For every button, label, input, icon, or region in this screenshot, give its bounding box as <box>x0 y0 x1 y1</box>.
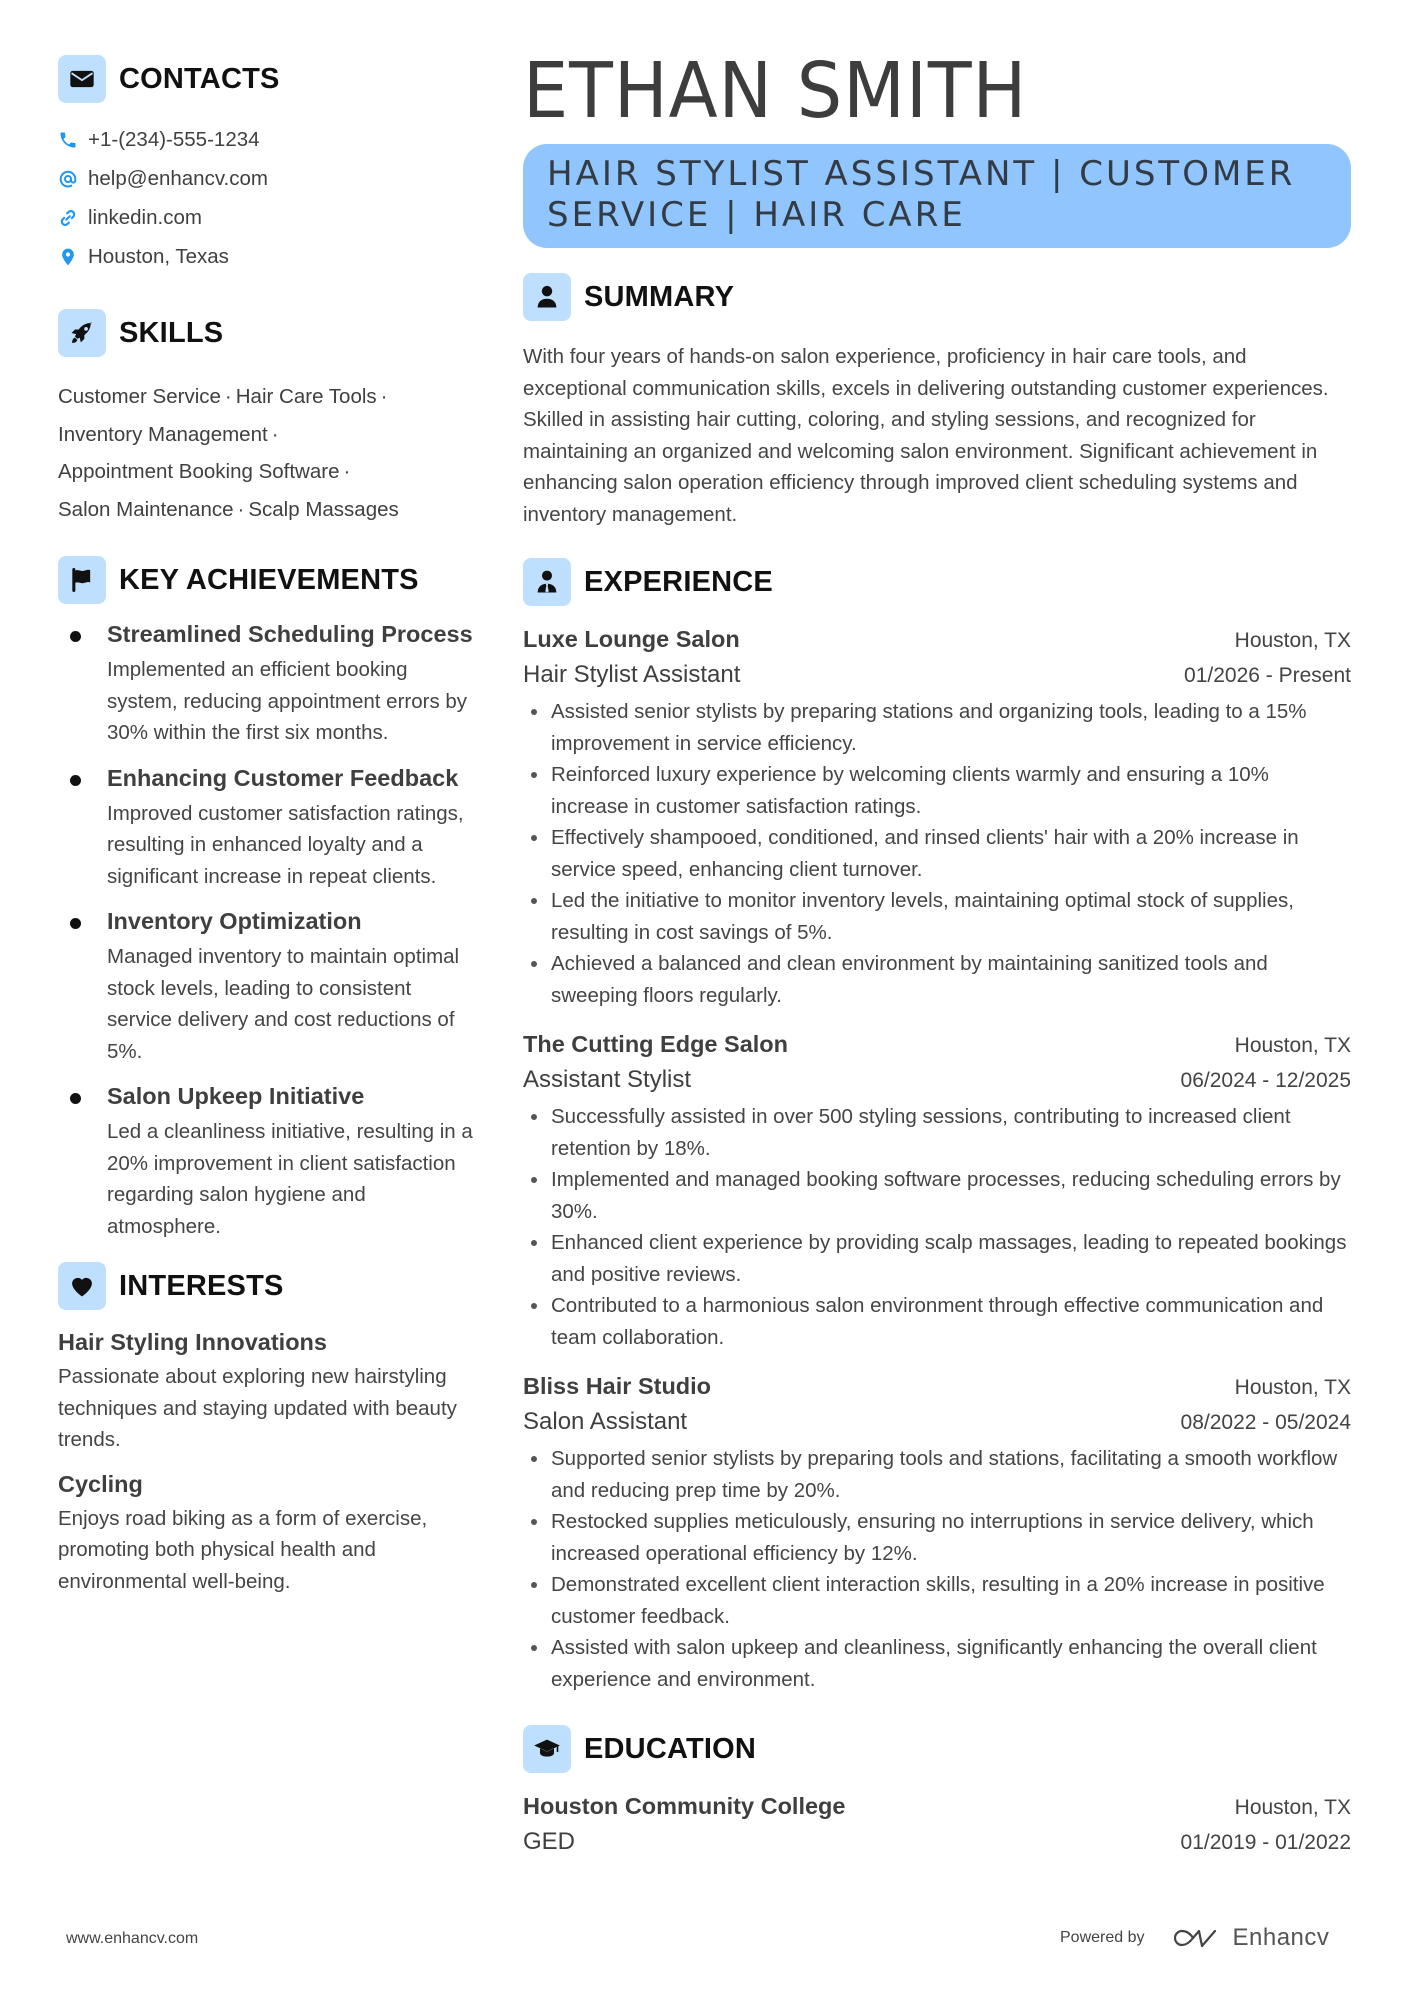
company-name: The Cutting Edge Salon <box>523 1031 789 1057</box>
school-name: Houston Community College <box>523 1793 846 1819</box>
interest-title: Hair Styling Innovations <box>58 1329 327 1355</box>
section-title: CONTACTS <box>119 62 280 95</box>
candidate-name: ETHAN SMITH <box>523 47 1028 136</box>
job-header-row <box>523 1027 1351 1063</box>
interest-desc: Enjoys road biking as a form of exercise, promoting both physical health and environmental well-being. <box>58 1506 428 1593</box>
job-entry <box>523 1027 1351 1353</box>
envelope-icon <box>58 55 106 103</box>
skill-separator: · <box>380 385 388 408</box>
achievement-item <box>58 763 478 893</box>
location-text: Houston, Texas <box>88 244 229 268</box>
skill-item: Hair Care Tools <box>235 385 377 408</box>
skill-item: Customer Service <box>58 385 221 408</box>
job-subheader-row <box>523 1405 1351 1440</box>
achievement-title: Inventory Optimization <box>107 908 362 934</box>
job-dates: 01/2026 - Present <box>1184 664 1351 687</box>
job-bullets <box>523 1101 1351 1353</box>
job-role: Salon Assistant <box>523 1408 688 1435</box>
skill-item: Scalp Massages <box>248 497 399 521</box>
job-entry <box>523 622 1351 1011</box>
enhancv-logo[interactable] <box>1173 1924 1330 1952</box>
skill-separator: · <box>224 385 232 408</box>
job-bullet: Achieved a balanced and clean environment by maintaining sanitized tools and sweeping floors regularly. <box>523 948 1351 1011</box>
section-title: INTERESTS <box>119 1269 284 1302</box>
job-bullet: Restocked supplies meticulously, ensuring no interruptions in service delivery, which increased operational efficiency by 12%. <box>523 1506 1351 1569</box>
flag-icon <box>58 556 106 604</box>
skill-item: Salon Maintenance <box>58 497 234 521</box>
interest-item <box>58 1468 478 1598</box>
section-title: SUMMARY <box>584 280 735 313</box>
skill-separator: · <box>237 497 245 521</box>
contacts-section <box>58 55 478 276</box>
education-dates: 01/2019 - 01/2022 <box>1180 1831 1351 1854</box>
job-bullet: Led the initiative to monitor inventory levels, maintaining optimal stock of supplies, resulting in cost savings of 5%. <box>523 885 1351 948</box>
achievement-item <box>58 619 478 749</box>
section-title: KEY ACHIEVEMENTS <box>119 563 419 596</box>
section-title: SKILLS <box>119 316 224 349</box>
job-bullets <box>523 696 1351 1011</box>
skill-item: Appointment Booking Software <box>58 460 340 483</box>
achievement-desc: Implemented an efficient booking system, reducing appointment errors by 30% within the first six months. <box>107 658 468 744</box>
experience-header <box>523 558 1351 606</box>
left-column <box>58 55 478 1609</box>
education-entry <box>523 1789 1351 1860</box>
footer-branding <box>1060 1924 1329 1952</box>
achievement-item <box>58 1081 478 1242</box>
section-title: EXPERIENCE <box>584 565 773 598</box>
summary-text: With four years of hands-on salon experience, proficiency in hair care tools, and exceptional communication skills, excels in delivering outstanding customer experiences. Skilled in assisting hair cutting, coloring, and styling sessions, and recognized for maintaining an organized and welcoming salon environment. Significant achievement in enhancing salon operation efficiency through improved client scheduling systems and inventory management. <box>523 345 1329 526</box>
achievement-title: Salon Upkeep Initiative <box>107 1083 365 1109</box>
job-header-row <box>523 622 1351 658</box>
contacts-header <box>58 55 478 103</box>
interest-title: Cycling <box>58 1470 143 1497</box>
achievement-item <box>58 906 478 1067</box>
contact-location <box>58 237 478 276</box>
education-section <box>523 1725 1351 1860</box>
contact-list <box>58 120 478 276</box>
job-location: Houston, TX <box>1234 1034 1351 1057</box>
graduation-cap-icon <box>523 1725 571 1773</box>
user-tie-icon <box>523 558 571 606</box>
job-role: Assistant Stylist <box>523 1066 692 1093</box>
at-icon <box>58 169 88 189</box>
job-bullet: Contributed to a harmonious salon environment through effective communication and team collaboration. <box>523 1290 1351 1353</box>
interests-section <box>58 1262 478 1597</box>
job-bullet: Supported senior stylists by preparing tools and stations, facilitating a smooth workflow and reducing prep time by 20%. <box>523 1443 1351 1506</box>
bullet-dot <box>70 918 81 929</box>
headline-banner: HAIR STYLIST ASSISTANT | CUSTOMER SERVICE | HAIR CARE <box>523 144 1351 248</box>
right-column <box>523 48 1351 1860</box>
education-subheader-row <box>523 1825 1351 1860</box>
experience-section <box>523 558 1351 1695</box>
degree: GED <box>523 1828 576 1855</box>
company-name: Bliss Hair Studio <box>523 1373 712 1399</box>
achievement-desc: Managed inventory to maintain optimal stock levels, leading to consistent service delivery and cost reductions of 5%. <box>107 945 460 1063</box>
rocket-icon <box>58 309 106 357</box>
achievements-section <box>58 556 478 1242</box>
job-bullets <box>523 1443 1351 1695</box>
contact-email[interactable] <box>58 159 478 198</box>
interest-item <box>58 1326 478 1456</box>
job-entry <box>523 1369 1351 1695</box>
skills-list <box>58 378 458 528</box>
job-dates: 06/2024 - 12/2025 <box>1180 1069 1351 1092</box>
section-title: EDUCATION <box>584 1732 757 1765</box>
interest-desc: Passionate about exploring new hairstyling techniques and staying updated with beauty trends. <box>58 1365 457 1451</box>
achievement-title: Enhancing Customer Feedback <box>107 764 459 791</box>
job-bullet: Successfully assisted in over 500 styling sessions, contributing to increased client retention by 18%. <box>523 1101 1351 1164</box>
job-bullet: Assisted with salon upkeep and cleanliness, significantly enhancing the overall client experience and environment. <box>523 1632 1351 1695</box>
powered-by-label: Powered by <box>1060 1929 1145 1946</box>
job-location: Houston, TX <box>1234 1376 1351 1399</box>
summary-section <box>523 273 1351 530</box>
bullet-dot <box>70 775 81 786</box>
phone-icon <box>58 130 88 150</box>
job-bullet: Effectively shampooed, conditioned, and rinsed clients' hair with a 20% increase in service speed, enhancing client turnover. <box>523 822 1351 885</box>
user-icon <box>523 273 571 321</box>
footer-website[interactable]: www.enhancv.com <box>66 1930 199 1947</box>
heart-icon <box>58 1262 106 1310</box>
school-location: Houston, TX <box>1234 1796 1351 1819</box>
interests-header <box>58 1262 478 1310</box>
job-bullet: Demonstrated excellent client interaction skills, resulting in a 20% increase in positive customer feedback. <box>523 1569 1351 1632</box>
achievement-desc: Led a cleanliness initiative, resulting in a 20% improvement in client satisfaction regarding salon hygiene and atmosphere. <box>107 1120 473 1238</box>
location-pin-icon <box>58 247 88 267</box>
achievement-list <box>58 619 478 1242</box>
skill-item: Inventory Management <box>58 422 268 446</box>
linkedin-link[interactable]: linkedin.com <box>88 205 202 229</box>
skill-separator: · <box>343 460 351 483</box>
job-dates: 08/2022 - 05/2024 <box>1180 1411 1351 1434</box>
interest-list <box>58 1326 478 1597</box>
job-bullet: Assisted senior stylists by preparing stations and organizing tools, leading to a 15% improvement in service efficiency. <box>523 696 1351 759</box>
education-header-row <box>523 1789 1351 1825</box>
summary-header <box>523 273 1351 321</box>
contact-linkedin[interactable] <box>58 198 478 237</box>
achievements-header <box>58 556 478 604</box>
company-name: Luxe Lounge Salon <box>523 626 740 652</box>
achievement-desc: Improved customer satisfaction ratings, resulting in enhanced loyalty and a significant increase in repeat clients. <box>107 801 464 888</box>
skills-section <box>58 309 478 528</box>
job-bullet: Implemented and managed booking software processes, reducing scheduling errors by 30%. <box>523 1164 1351 1227</box>
skills-header <box>58 309 478 357</box>
link-icon <box>58 208 88 228</box>
job-location: Houston, TX <box>1234 629 1351 652</box>
job-role: Hair Stylist Assistant <box>523 661 741 688</box>
skill-separator: · <box>271 422 279 446</box>
brand-name: Enhancv <box>1232 1924 1330 1951</box>
job-header-row <box>523 1369 1351 1405</box>
bullet-dot <box>70 1093 81 1104</box>
job-bullet: Enhanced client experience by providing scalp massages, leading to repeated bookings and positive reviews. <box>523 1227 1351 1290</box>
bullet-dot <box>70 631 81 642</box>
enhancv-logo-icon <box>1173 1926 1221 1950</box>
job-subheader-row <box>523 658 1351 693</box>
phone-number: +1-(234)-555-1234 <box>88 127 260 151</box>
email-link[interactable]: help@enhancv.com <box>88 166 268 190</box>
job-subheader-row <box>523 1063 1351 1098</box>
job-bullet: Reinforced luxury experience by welcoming clients warmly and ensuring a 10% increase in customer satisfaction ratings. <box>523 759 1351 822</box>
contact-phone <box>58 120 478 159</box>
achievement-title: Streamlined Scheduling Process <box>107 621 473 647</box>
education-header <box>523 1725 1351 1773</box>
